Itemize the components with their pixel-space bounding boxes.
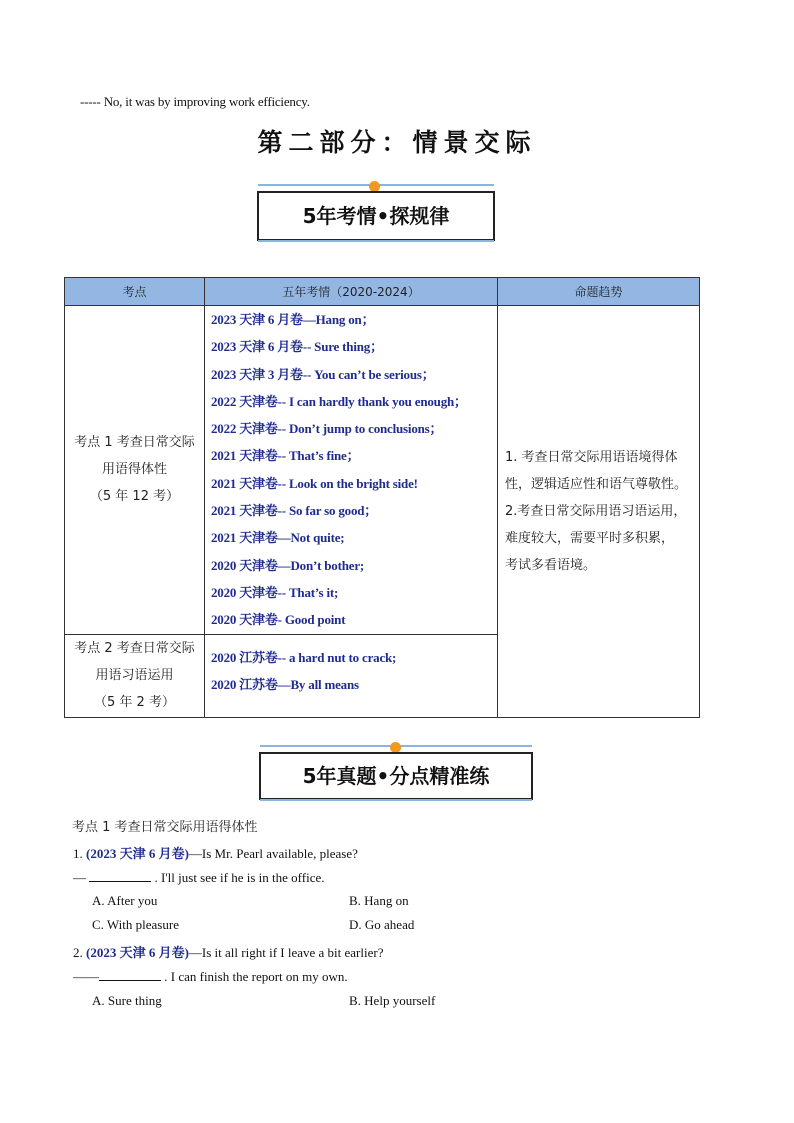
question-2-stem: 2. (2023 天津 6 月卷)—Is it all right if I leave a bit earlier? (73, 945, 384, 960)
list-item: 2021 天津卷—Not quite; (211, 530, 345, 546)
row2-label: 考点 2 考查日常交际 用语习语运用 （5 年 2 考） (65, 634, 205, 717)
answer-blank[interactable] (99, 968, 161, 981)
option-a[interactable]: A. After you (92, 893, 158, 908)
banner2-bottom-line (260, 799, 532, 801)
answer-blank[interactable] (89, 869, 151, 882)
list-item: 2020 江苏卷—By all means (211, 676, 359, 692)
list-item: 2023 天津 3 月卷-- You can’t be serious； (211, 366, 435, 382)
option-d[interactable]: D. Go ahead (349, 917, 415, 932)
banner-practice: 5年真题•分点精准练 (259, 752, 533, 800)
banner-exam-trends: 5年考情•探规律 (257, 191, 495, 241)
practice-heading: 考点 1 考查日常交际用语得体性 (72, 820, 258, 835)
row2-items (205, 634, 498, 717)
list-item: 2023 天津 6 月卷-- Sure thing； (211, 339, 383, 355)
list-item: 2022 天津卷-- I can hardly thank you enough； (211, 393, 467, 409)
list-item: 2023 天津 6 月卷—Hang on； (211, 312, 375, 327)
row1-items (205, 306, 498, 635)
list-item: 2020 天津卷- Good point (211, 612, 346, 628)
header-trend: 命题趋势 (498, 278, 700, 306)
list-item: 2020 天津卷-- That’s it; (211, 584, 339, 600)
exam-trend-table (64, 277, 700, 718)
header-five-years: 五年考情（2020-2024） (205, 278, 498, 306)
row1-label: 考点 1 考查日常交际 用语得体性 （5 年 12 考） (65, 306, 205, 635)
previous-answer-line: ----- No, it was by improving work efficiency. (80, 94, 310, 109)
header-point: 考点 (65, 278, 205, 306)
question-1-reply: — . I'll just see if he is in the office. (73, 870, 325, 885)
option-b[interactable]: B. Help yourself (349, 993, 436, 1008)
option-a[interactable]: A. Sure thing (92, 993, 162, 1008)
list-item: 2022 天津卷-- Don’t jump to conclusions； (211, 421, 443, 437)
question-2-reply: —— . I can finish the report on my own. (73, 969, 348, 984)
list-item: 2020 天津卷—Don’t bother; (211, 557, 365, 573)
list-item: 2021 天津卷-- So far so good； (211, 503, 378, 519)
option-b[interactable]: B. Hang on (349, 893, 409, 908)
list-item: 2020 江苏卷-- a hard nut to crack; (211, 649, 397, 665)
list-item: 2021 天津卷-- That’s fine； (211, 448, 360, 464)
section-title: 第二部分：情景交际 (257, 128, 537, 157)
table-header-row (65, 278, 700, 306)
trend-cell: 1. 考查日常交际用语语境得体 性，逻辑适应性和语气尊敬性。 2.考查日常交际用语习语运用， 难度较大，需要平时多积累， 考试多看语境。 (498, 306, 700, 718)
question-1-stem: 1. (2023 天津 6 月卷)—Is Mr. Pearl available, please? (73, 846, 358, 861)
table-row (65, 306, 700, 635)
list-item: 2021 天津卷-- Look on the bright side! (211, 475, 418, 491)
banner-bottom-line (258, 240, 494, 242)
option-c[interactable]: C. With pleasure (92, 917, 179, 932)
